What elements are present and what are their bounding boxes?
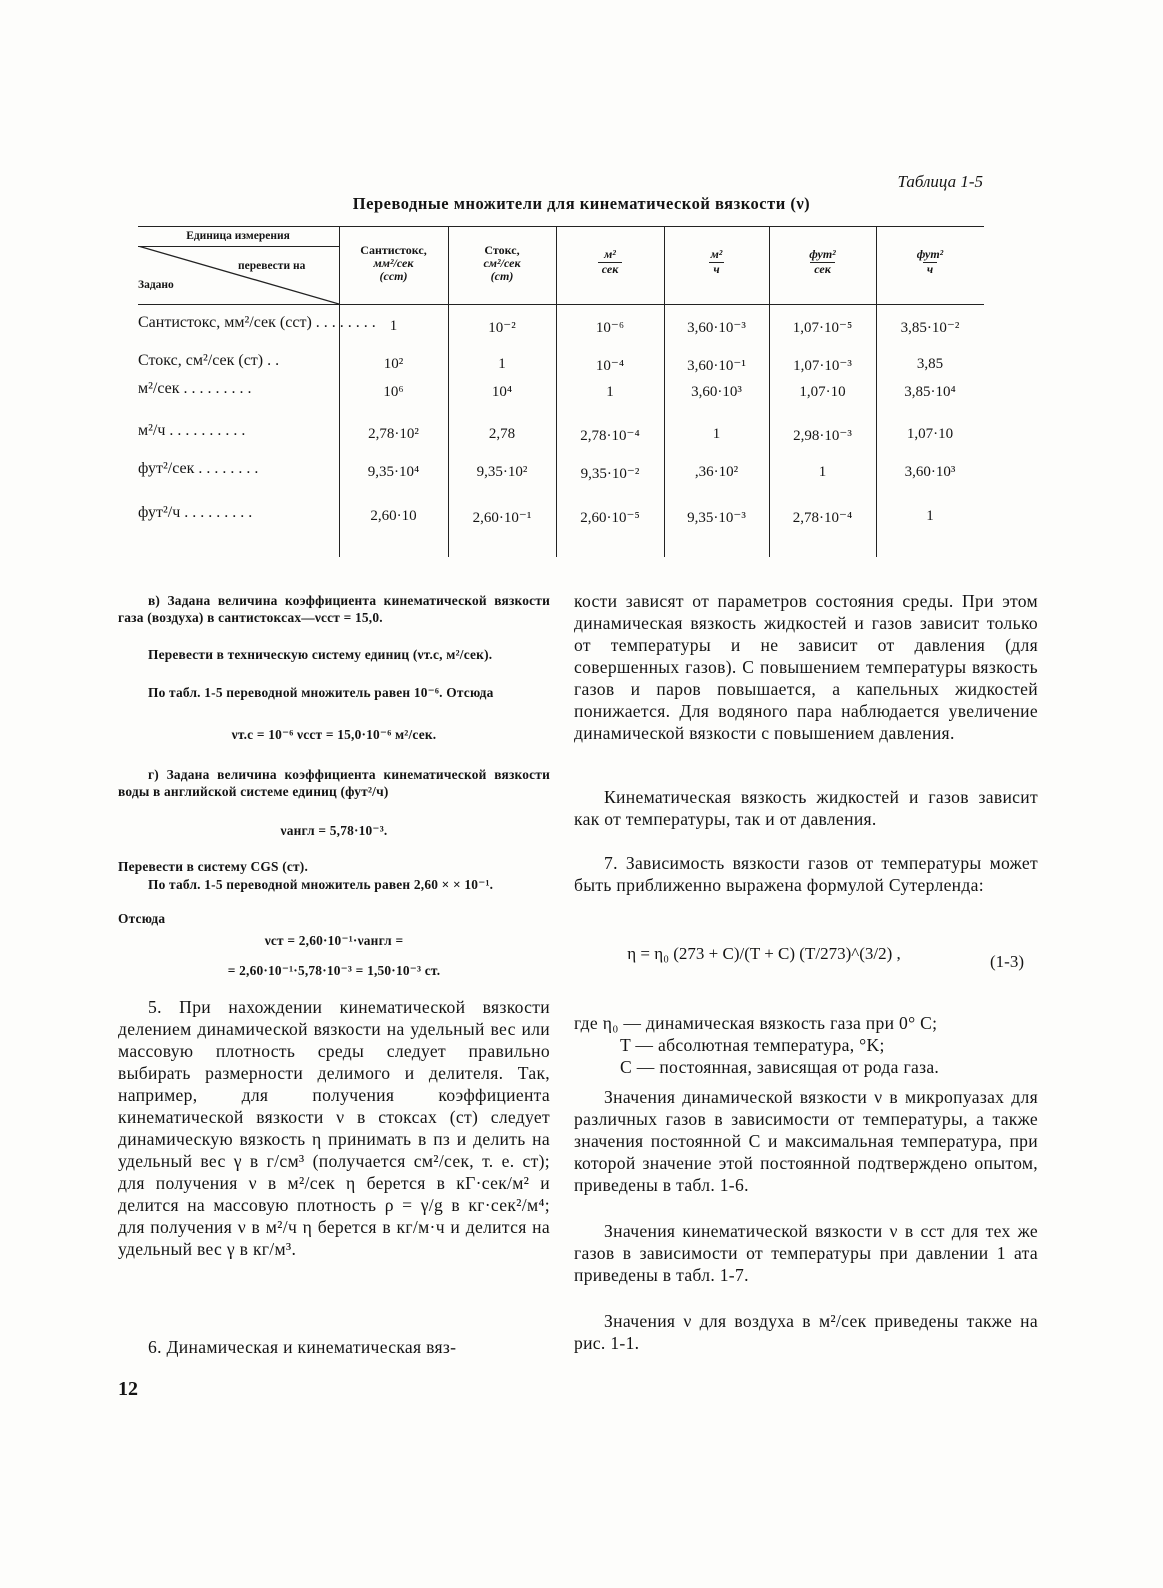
row-label: м²/ч . . . . . . . . . . bbox=[138, 422, 246, 439]
col-header-centistokes: Сантистокс, мм²/сек (сст) bbox=[360, 243, 427, 283]
corner-unit-label: Единица измерения bbox=[186, 230, 290, 242]
page-number: 12 bbox=[118, 1378, 138, 1400]
table-cell: 1,07·10⁻³ bbox=[793, 358, 852, 374]
table-cell: 10² bbox=[383, 356, 404, 372]
table-cell: 1 bbox=[606, 384, 614, 400]
conversion-table bbox=[138, 226, 984, 557]
table-cell: 2,78 bbox=[488, 426, 516, 442]
corner-from-label: Задано bbox=[138, 279, 174, 291]
table-cell: 3,60·10³ bbox=[691, 384, 742, 400]
table-cell: 10⁻⁴ bbox=[595, 358, 625, 374]
table-cell: 9,35·10⁴ bbox=[367, 464, 420, 480]
item-6-paragraph: 6. Динамическая и кинематическая вяз- bbox=[148, 1337, 457, 1357]
formula-number: (1-3) bbox=[990, 952, 1024, 971]
example-g-formula1: νангл = 5,78·10⁻³. bbox=[280, 823, 388, 838]
right-para-6: Значения ν для воздуха в м²/сек приведены также на рис. 1-1. bbox=[574, 1311, 1038, 1353]
corner-to-label: перевести на bbox=[238, 260, 306, 272]
table-cell: 2,78·10² bbox=[368, 426, 419, 442]
example-g-para4: Отсюда bbox=[118, 911, 166, 926]
table-number: Таблица 1-5 bbox=[897, 172, 983, 191]
table-cell: 10⁻² bbox=[488, 320, 516, 336]
table-cell: 1,07·10⁻⁵ bbox=[792, 320, 853, 336]
corner-diagonal bbox=[138, 246, 339, 304]
table-cell: 1 bbox=[498, 356, 506, 372]
table-cell: ,36·10² bbox=[694, 464, 739, 480]
table-cell: 3,85 bbox=[916, 356, 944, 372]
table-cell: 9,35·10⁻³ bbox=[687, 510, 746, 526]
col-header-ft2-h: фут² ч bbox=[916, 247, 944, 276]
table-title: Переводные множители для кинематической вязкости (ν) bbox=[352, 194, 811, 213]
table-cell: 1 bbox=[818, 464, 827, 480]
right-para-1: кости зависят от параметров состояния среды. При этом динамическая вязкость жидкостей и газов зависит только от температуры и не зависит от давления (для совершенных газов). С повышением температуры вязкость газов и паров повышается, а капельных жидкостей понижается. Для водяного пара наблюдается увеличение динамической вязкости с повышением давления. bbox=[574, 591, 1038, 743]
right-para-3: 7. Зависимость вязкости газов от температуры может быть приближенно выражена формулой Сутерленда: bbox=[574, 853, 1038, 895]
table-cell: 3,60·10³ bbox=[904, 464, 956, 480]
table-cell: 10⁻⁶ bbox=[595, 320, 625, 336]
col-header-m2-h: м² ч bbox=[710, 247, 723, 276]
table-cell: 2,60·10⁻⁵ bbox=[580, 510, 640, 526]
table-cell: 10⁴ bbox=[491, 384, 513, 400]
table-cell: 10⁶ bbox=[383, 384, 404, 400]
row-label: фут²/сек . . . . . . . . bbox=[138, 460, 259, 477]
example-g-formula3: = 2,60·10⁻¹·5,78·10⁻³ = 1,50·10⁻³ ст. bbox=[227, 963, 441, 978]
example-g-para1: г) Задана величина коэффициента кинематической вязкости воды в английской системе единиц (фут²/ч) bbox=[118, 767, 550, 799]
row-label: Стокс, см²/сек (ст) . . bbox=[138, 352, 280, 369]
example-v-para2: Перевести в техническую систему единиц (νт.с, м²/сек). bbox=[148, 647, 493, 662]
right-para-2: Кинематическая вязкость жидкостей и газов зависит как от температуры, так и от давления. bbox=[574, 787, 1038, 829]
where-line-1: где η₀ — динамическая вязкость газа при 0° С; bbox=[574, 1013, 938, 1033]
row-label: Сантистокс, мм²/сек (сст) . . . . . . . . bbox=[138, 314, 376, 331]
col-header-stokes: Стокс, см²/сек (ст) bbox=[483, 243, 521, 283]
example-v-formula: νт.с = 10⁻⁶ νсст = 15,0·10⁻⁶ м²/сек. bbox=[231, 727, 437, 742]
col-header-ft2-sec: фут² сек bbox=[809, 247, 836, 276]
example-g-para3: По табл. 1-5 переводной множитель равен 2,60 × × 10⁻¹. bbox=[148, 877, 494, 892]
right-para-4: Значения динамической вязкости ν в микропуазах для различных газов в зависимости от температуры, а также значения постоянной C и максимальная температура, при которой значение этой постоянной подтверждено опытом, приведены в табл. 1-6. bbox=[574, 1087, 1038, 1195]
right-para-5: Значения кинематической вязкости ν в сст для тех же газов в зависимости от температуры при давлении 1 ата приведены в табл. 1-7. bbox=[574, 1221, 1038, 1285]
table-cell: 3,60·10⁻¹ bbox=[687, 358, 746, 374]
item-5-paragraph: 5. При нахождении кинематической вязкости делением динамической вязкости на удельный вес или массовую плотность среды следует правильно выбирать размерности делимого и делителя. Так, например, для получения коэффициента кинематической вязкости ν в стоксах (ст) следует динамическую вязкость η принимать в пз и делить на удельный вес γ в г/см³ (получается см²/сек, т. е. ст); для получения ν в м²/сек η берется в кГ·сек/м² и делится на массовую плотность ρ = γ/g в кг·сек²/м⁴; для получения ν в м²/ч η берется в кг/м·ч и делится на удельный вес γ в кг/м³. bbox=[118, 997, 550, 1259]
row-label: фут²/ч . . . . . . . . . bbox=[138, 504, 253, 521]
example-g-para2: Перевести в систему CGS (ст). bbox=[118, 859, 309, 874]
table-cell: 1 bbox=[389, 318, 398, 334]
table-cell: 2,60·10 bbox=[370, 508, 417, 524]
table-cell: 9,35·10⁻² bbox=[580, 466, 640, 482]
row-label: м²/сек . . . . . . . . . bbox=[138, 380, 252, 397]
table-cell: 1,07·10 bbox=[906, 426, 954, 442]
example-v-para1: в) Задана величина коэффициента кинематической вязкости газа (воздуха) в сантистоксах—νсст = 15,0. bbox=[118, 593, 550, 625]
sutherland-formula: η = η₀ (273 + C)/(T + C) (T/273)^(3/2) , bbox=[627, 944, 901, 963]
table-cell: 1,07·10 bbox=[799, 384, 846, 400]
table-cell: 3,85·10⁻² bbox=[900, 320, 960, 336]
table-cell: 3,85·10⁴ bbox=[904, 384, 956, 400]
table-cell: 2,98·10⁻³ bbox=[793, 428, 852, 444]
table-cell: 3,60·10⁻³ bbox=[687, 320, 746, 336]
table-cell: 2,78·10⁻⁴ bbox=[580, 428, 640, 444]
table-cell: 1 bbox=[712, 426, 721, 442]
table-cell: 9,35·10² bbox=[476, 464, 528, 480]
table-cell: 1 bbox=[926, 508, 934, 524]
table-cell: 2,78·10⁻⁴ bbox=[792, 510, 853, 526]
where-line-3: C — постоянная, зависящая от рода газа. bbox=[620, 1057, 940, 1077]
where-line-2: T — абсолютная температура, °K; bbox=[620, 1035, 885, 1055]
example-v-para3: По табл. 1-5 переводной множитель равен 10⁻⁶. Отсюда bbox=[148, 685, 494, 700]
col-header-m2-sec: м² сек bbox=[556, 248, 664, 276]
example-g-formula2: νст = 2,60·10⁻¹·νангл = bbox=[264, 933, 404, 948]
table-cell: 2,60·10⁻¹ bbox=[472, 510, 532, 526]
